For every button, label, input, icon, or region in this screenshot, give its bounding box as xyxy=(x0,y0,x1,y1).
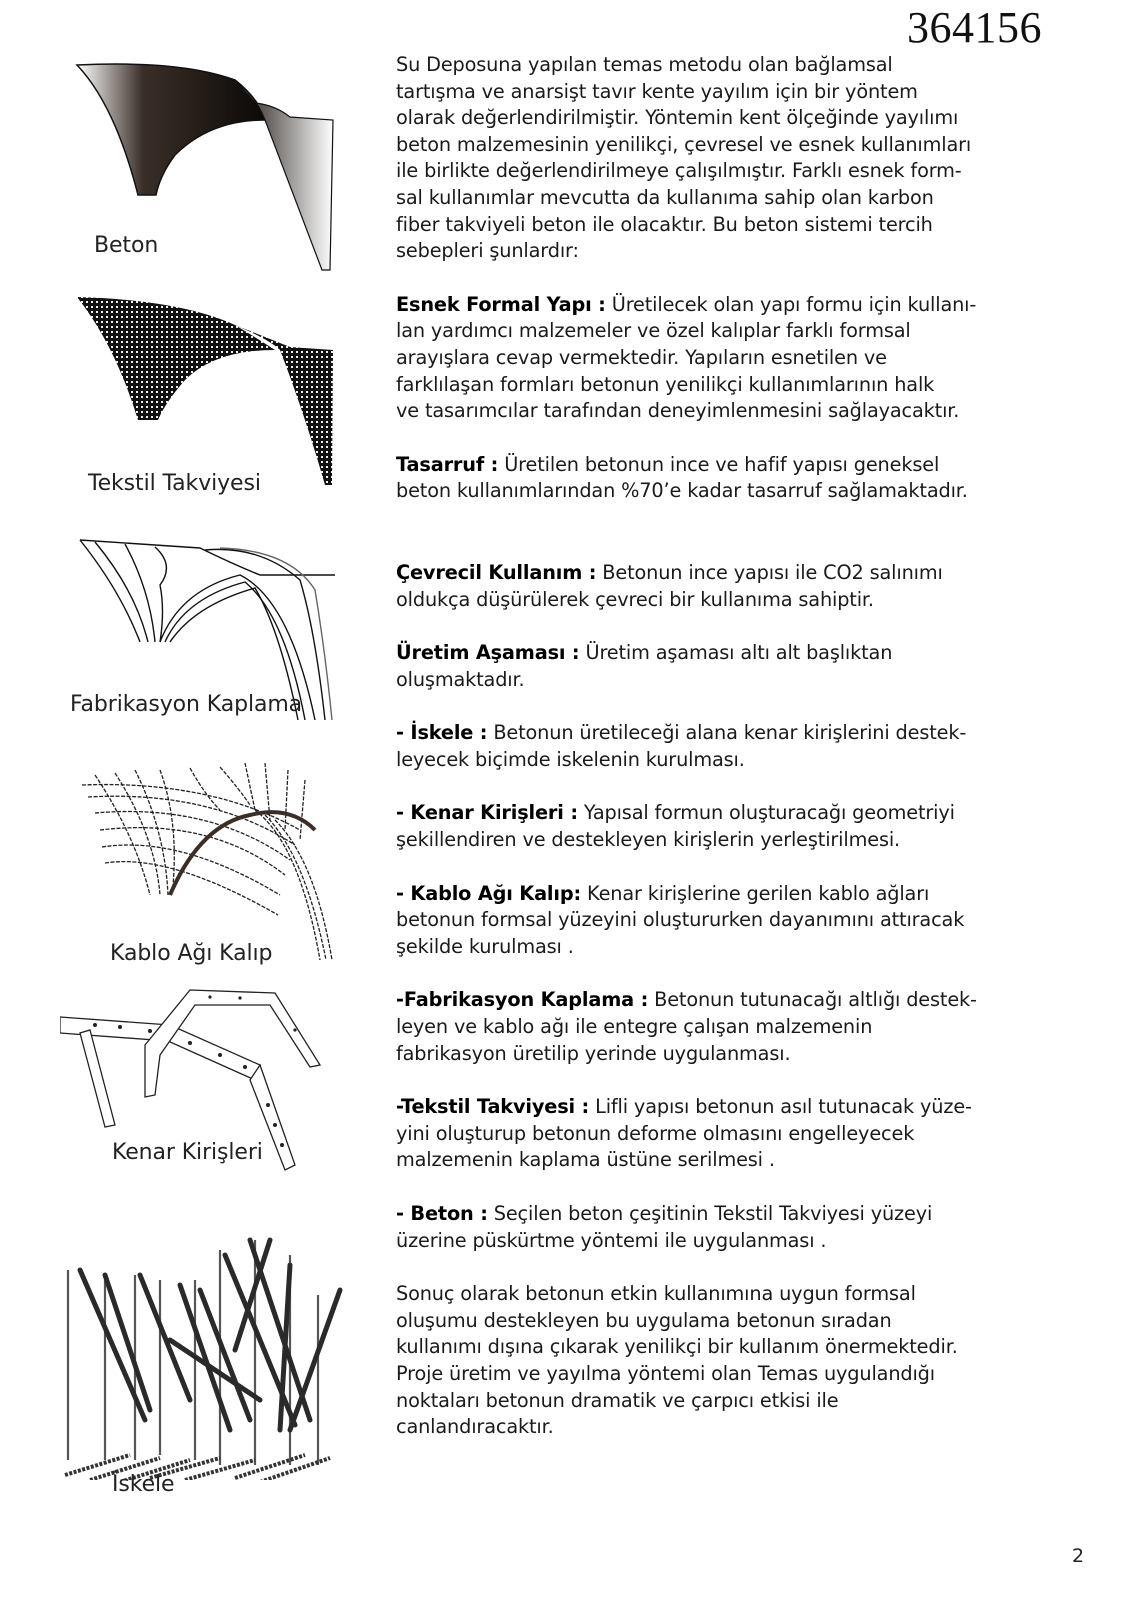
section-cevrecil-kullanim xyxy=(396,560,1086,613)
section-title: -Tekstil Takviyesi : xyxy=(396,1095,590,1119)
section-title: Üretim Aşaması : xyxy=(396,641,580,665)
figure-label: Beton xyxy=(94,233,159,258)
section-kablo-agi-kalip xyxy=(396,881,1086,961)
figure-tekstil-takviyesi xyxy=(60,285,380,515)
section-body: Üretim aşaması altı alt başlıktan oluşmaktadır. xyxy=(396,641,893,691)
section-title: Çevrecil Kullanım : xyxy=(396,560,597,584)
page-number: 2 xyxy=(1072,1545,1085,1567)
section-uretim-asamasi xyxy=(396,640,1086,693)
section-body: Betonun üretileceği alana kenar kirişlerini destek- leyecek biçimde iskelenin kurulması. xyxy=(396,721,967,771)
section-body: Betonun ince yapısı ile CO2 salınımı oldukça düşürülerek çevreci bir kullanıma sahiptir. xyxy=(396,560,943,611)
section-title: -Fabrikasyon Kaplama : xyxy=(396,988,649,1012)
section-body: Seçilen beton çeşitinin Tekstil Takviyesi yüzeyi üzerine püskürtme yöntemi ile uygulanması . xyxy=(396,1202,933,1252)
section-title: - İskele : xyxy=(396,721,488,745)
section-tasarruf xyxy=(396,452,1086,505)
section-title: - Kenar Kirişleri : xyxy=(396,801,578,825)
figure-iskele xyxy=(60,1230,380,1530)
figure-label: Kenar Kirişleri xyxy=(112,1140,263,1165)
figure-label: Kablo Ağı Kalıp xyxy=(110,941,273,966)
figure-label: İskele xyxy=(112,1472,175,1497)
section-body: Üretilen betonun ince ve hafif yapısı geneksel beton kullanımlarından %70’e kadar tasarruf sağlamaktadır. xyxy=(396,452,968,503)
section-title: - Kablo Ağı Kalıp: xyxy=(396,881,582,905)
section-body: Lifli yapısı betonun asıl tutunacak yüze- yini oluşturup betonun deforme olmasını engelleyecek malzemenin kaplama üstüne serilmesi . xyxy=(396,1095,972,1172)
section-body: Yapısal formun oluşturacağı geometriyi şekillendiren ve destekleyen kirişlerin yerleştirilmesi. xyxy=(396,801,955,852)
intro-paragraph: Su Deposuna yapılan temas metodu olan bağlamsal tartışma ve anarsişt tavır kente yayılım için bir yöntem olarak değerlendirilmiştir. Yöntemin kent ölçeğinde yayılımı beton malzemesinin yenilikçi, çevresel ve esnek kullanımları ile birlikte değerlendirilmeye çalışılmıştır. Farklı esnek form- sal kullanımlar mevcutta da kullanıma sahip olan karbon fiber takviyeli beton ile olacaktır. Bu beton sistemi tercih sebepleri şunlardır: xyxy=(396,53,972,263)
section-esnek-formal-yapi xyxy=(396,292,1086,425)
cable-net-formwork-illustration-icon xyxy=(60,735,380,975)
section-body: Betonun tutunacağı altlığı destek- leyen ve kablo ağı ile entegre çalışan malzemenin fabrikasyon üretilip yerinde uygulanması. xyxy=(396,988,977,1065)
figure-label: Fabrikasyon Kaplama xyxy=(70,692,303,717)
section-iskele xyxy=(396,720,1086,773)
figure-fabrikasyon-kaplama xyxy=(60,520,380,730)
section-title: Tasarruf : xyxy=(396,452,499,476)
section-title: Esnek Formal Yapı : xyxy=(396,292,606,316)
section-title: - Beton : xyxy=(396,1202,488,1225)
document-id: 364156 xyxy=(907,3,1042,52)
figure-beton xyxy=(60,45,380,275)
scaffolding-illustration-icon xyxy=(60,1230,380,1480)
section-fabrikasyon-kaplama xyxy=(396,987,1086,1067)
figure-label: Tekstil Takviyesi xyxy=(88,471,261,496)
section-body: Üretilecek olan yapı formu için kullanı- lan yardımcı malzemeler ve özel kalıplar farklı formsal arayışlara cevap vermektedir. Yapıların esnetilen ve farklılaşan formları betonun yenilikçi kullanımlarının halk ve tasarımcılar tarafından deneyimlenmesini sağlayacaktır. xyxy=(396,292,977,423)
section-body: Kenar kirişlerine gerilen kablo ağları betonun formsal yüzeyini oluştururken dayanımını attıracak şekilde kurulması . xyxy=(396,881,965,958)
conclusion-paragraph: Sonuç olarak betonun etkin kullanımına uygun formsal oluşumu destekleyen bu uygulama betonun sıradan kullanımı dışına çıkarak yenilikçi bir kullanım önermektedir. Proje üretim ve yayılma yöntemi olan Temas uygulandığı noktaları betonun dramatik ve çarpıcı etkisi ile canlandıracaktır. xyxy=(396,1282,958,1439)
body-text xyxy=(396,52,1086,1441)
figure-kenar-kirisleri xyxy=(60,985,380,1180)
section-tekstil-takviyesi xyxy=(396,1094,1086,1174)
figure-kablo-agi-kalip xyxy=(60,735,380,975)
section-kenar-kirisleri xyxy=(396,800,1086,853)
section-beton xyxy=(396,1201,1086,1254)
